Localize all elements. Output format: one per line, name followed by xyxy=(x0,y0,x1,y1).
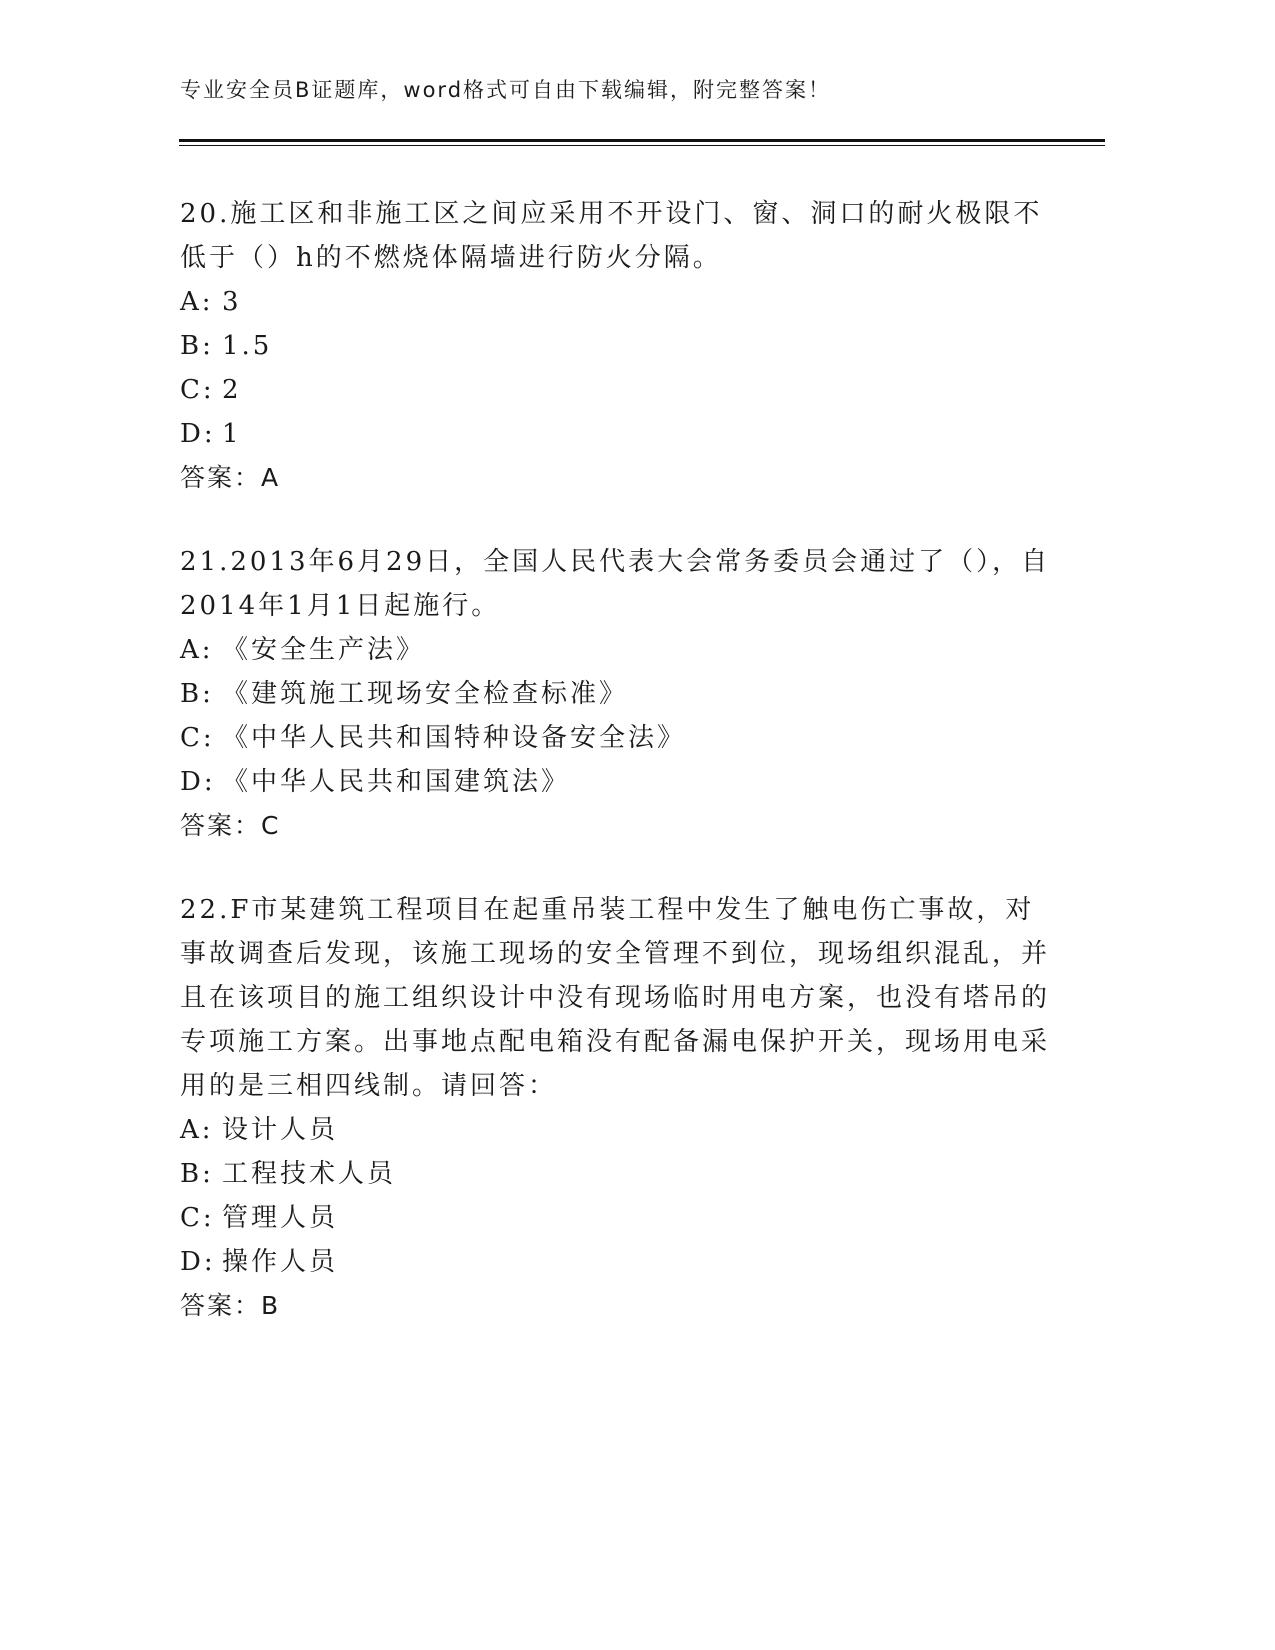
option-text: 工程技术人员 xyxy=(222,1159,397,1189)
option-key: B: xyxy=(180,331,214,361)
option-text: 3 xyxy=(222,287,242,317)
option-d xyxy=(180,760,1060,804)
question-20 xyxy=(180,192,1060,500)
option-text: 2 xyxy=(222,375,242,405)
option-text: 1.5 xyxy=(222,331,273,361)
option-c xyxy=(180,368,1060,412)
option-key: C: xyxy=(180,1203,215,1233)
option-d xyxy=(180,412,1060,456)
header-divider-thick xyxy=(179,139,1105,142)
question-stem: 20.施工区和非施工区之间应采用不开设门、窗、洞口的耐火极限不低于（）h的不燃烧体隔墙进行防火分隔。 xyxy=(180,199,1043,273)
option-c xyxy=(180,716,1060,760)
answer-line: 答案：C xyxy=(180,811,281,840)
option-c xyxy=(180,1196,1060,1240)
option-key: C: xyxy=(180,375,215,405)
option-text: 1 xyxy=(222,419,242,449)
option-a xyxy=(180,628,1060,672)
option-key: B: xyxy=(180,679,214,709)
question-22 xyxy=(180,888,1060,1328)
option-key: A: xyxy=(180,287,214,317)
question-21 xyxy=(180,540,1060,848)
answer-line: 答案：B xyxy=(180,1291,281,1320)
question-stem: 21.2013年6月29日，全国人民代表大会常务委员会通过了（），自2014年1月1日起施行。 xyxy=(180,547,1051,621)
option-text: 管理人员 xyxy=(222,1203,339,1233)
option-key: D: xyxy=(180,767,216,797)
option-text: 设计人员 xyxy=(222,1115,339,1145)
option-text: 操作人员 xyxy=(222,1247,339,1277)
option-text: 《中华人民共和国特种设备安全法》 xyxy=(222,723,687,753)
option-key: C: xyxy=(180,723,215,753)
option-text: 《中华人民共和国建筑法》 xyxy=(222,767,571,797)
option-key: A: xyxy=(180,1115,214,1145)
option-a xyxy=(180,1108,1060,1152)
option-key: D: xyxy=(180,419,216,449)
option-a xyxy=(180,280,1060,324)
option-d xyxy=(180,1240,1060,1284)
question-stem: 22.F市某建筑工程项目在起重吊装工程中发生了触电伤亡事故，对事故调查后发现，该施工现场的安全管理不到位，现场组织混乱，并且在该项目的施工组织设计中没有现场临时用电方案，也没有塔吊的专项施工方案。出事地点配电箱没有配备漏电保护开关，现场用电采用的是三相四线制。请回答： xyxy=(180,895,1051,1101)
page-header-text: 专业安全员B证题库，word格式可自由下载编辑，附完整答案！ xyxy=(180,78,832,102)
option-text: 《建筑施工现场安全检查标准》 xyxy=(222,679,629,709)
header-divider-thin xyxy=(179,145,1105,146)
option-b xyxy=(180,324,1060,368)
option-key: A: xyxy=(180,635,214,665)
option-b xyxy=(180,1152,1060,1196)
answer-line: 答案：A xyxy=(180,463,281,492)
option-b xyxy=(180,672,1060,716)
option-key: D: xyxy=(180,1247,216,1277)
option-text: 《安全生产法》 xyxy=(222,635,426,665)
option-key: B: xyxy=(180,1159,214,1189)
